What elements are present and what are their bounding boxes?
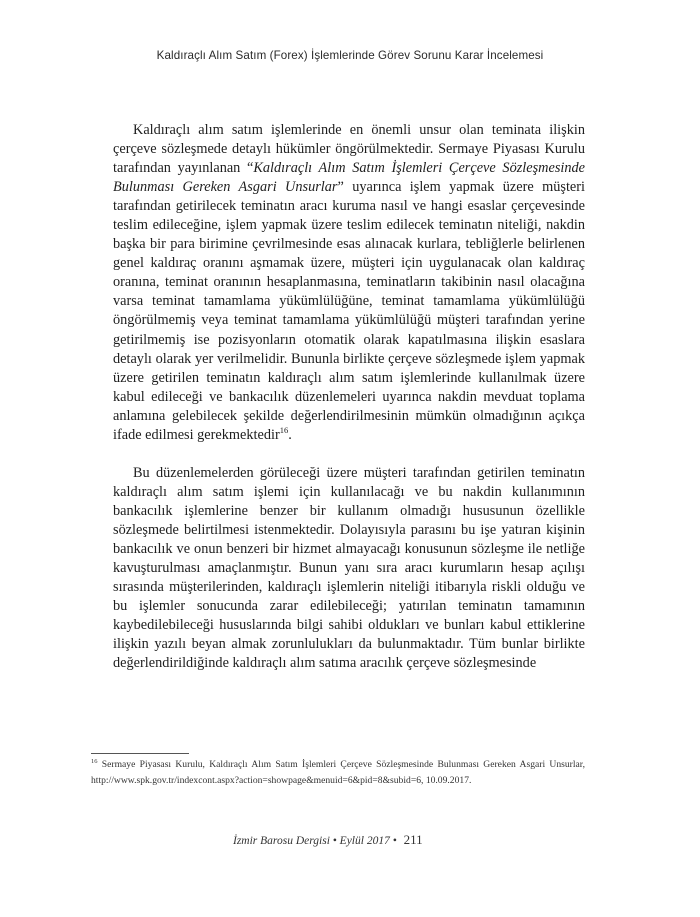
page-number: 211 [403,832,423,847]
footnote [91,757,585,788]
paragraph-1-period: . [288,426,292,443]
paragraph-1-text-start: Kaldıraçlı alım satım işlemlerinde en önemli unsur olan teminata ilişkin çerçeve sözleşmede detaylı hükümler öngörülmektedir. Sermaye Piyasası Kurulu tarafından yayınlanan “ [113,122,585,177]
paragraph-2: Bu düzenlemelerden görüleceği üzere müşteri tarafından getirilen teminatın kaldıraçlı alım satım işlemi için kullanılacağı ve bu nakdin kullanımının bankacılık işlemlerine benzer bir kullanım olmadığı hususunun özellikle sözleşmede belirtilmesi istenmektedir. Dolayısıyla parasını bu işe yatıran kişinin bankacılık ve onun benzeri bir hizmet almayacağı konusunun sözleşme ile netliğe kavuşturulması amaçlanmıştır. Bunun yanı sıra aracı kurumların hesap açılışı sırasında müşterilerinden, kaldıraçlı işlemlerin niteliği itibarıyla riskli olduğu ve bu işlemler sonucunda zarar edilebileceği; yatırılan teminatın tamamının kaybedilebileceği hususlarında bilgi sahibi oldukları ve bunları kabul ettiklerine ilişkin yazılı beyan almak zorunlulukları da bulunmaktadır. Tüm bunlar birlikte değerlendirildiğinde kaldıraçlı alım satıma aracılık çerçeve sözleşmesinde [113,464,585,672]
paragraph-1 [113,121,585,445]
footnote-number: 16 [91,757,98,765]
running-header: Kaldıraçlı Alım Satım (Forex) İşlemlerinde Görev Sorunu Karar İncelemesi [156,49,544,62]
footnote-divider [91,753,189,754]
footnote-text: Sermaye Piyasası Kurulu, Kaldıraçlı Alım Satım İşlemleri Çerçeve Sözleşmesinde Bulunması Gereken Asgari Unsurlar, http://www.spk.gov.tr/indexcont.aspx?action=showpage&menuid=6&pid=8&subid=6, 10.09.2017. [91,759,585,786]
journal-name: İzmir Barosu Dergisi • Eylül 2017 • [233,835,397,847]
cited-document-title: Kaldıraçlı Alım Satım İşlemleri Çerçeve Sözleşmesinde Bulunması Gereken Asgari Unsurlar [113,160,586,196]
page-footer [233,832,423,848]
paragraph-1-text-end: ” uyarınca işlem yapmak üzere müşteri tarafından getirilecek teminatın aracı kuruma nasıl ve hangi esaslar çerçevesinde teslim edileceğine, işlem yapmak üzere teslim edilecek teminatın niteliği, nakdin başka bir para birimine çevrilmesinde esas alınacak kurlara, tebliğlerle belirlenen genel kaldıraç oranını aşmamak üzere, müşteri için uygulanacak olan kaldıraç oranına, teminat oranının hesaplanmasına, teminatların takibinin nasıl olacağına varsa teminat tamamlama yükümlülüğüne, teminat tamamlama yükümlülüğü öngörülmemiş veya teminat tamamlama yükümlülüğü müşteri tarafından yerine getirilmemiş ise pozisyonların otomatik olarak kapatılmasına ilişkin esaslara detaylı olarak yer verilmelidir. Bununla birlikte çerçeve sözleşmede işlem yapmak üzere getirilen teminatın kaldıraçlı alım satım işlemlerinde kullanılmak üzere kabul edileceği ve bankacılık düzenlemeleri uyarınca nakdin mevduat toplama anlamına gelebilecek şekilde değerlendirilmesinin mümkün olmadığının açıkça ifade edilmesi gerekmektedir [113,179,585,443]
footnote-ref: 16 [279,424,289,435]
body-text [113,121,585,673]
